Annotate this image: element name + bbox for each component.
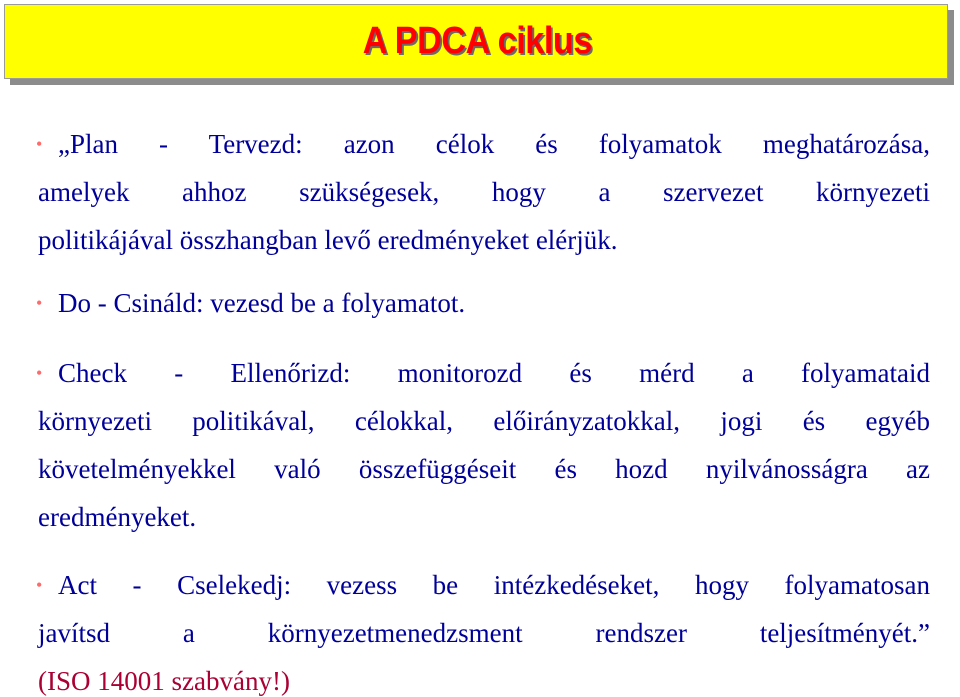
title-banner bbox=[4, 4, 948, 79]
bullet-icon: • bbox=[36, 134, 43, 154]
act-line-2: javítsd a környezetmenedzsment rendszer teljesítményét.” bbox=[38, 618, 930, 648]
bullet-check bbox=[38, 349, 930, 541]
do-line-1: • Do - Csináld: vezesd be a folyamatot. bbox=[38, 279, 930, 327]
bullet-plan bbox=[38, 120, 930, 264]
plan-line-1: • „Plan - Tervezd: azon célok és folyamatok meghatározása, bbox=[38, 120, 930, 168]
plan-line-3: politikájával összhangban levő eredményeket elérjük. bbox=[38, 225, 618, 255]
slide-content bbox=[38, 120, 930, 697]
check-line-3: követelményekkel való összefüggéseit és hozd nyilvánosságra az bbox=[38, 454, 930, 484]
check-line-4: eredményeket. bbox=[38, 502, 197, 532]
iso-note: (ISO 14001 szabvány!) bbox=[38, 666, 290, 696]
bullet-icon: • bbox=[36, 293, 43, 313]
slide-title: A PDCA ciklus bbox=[362, 20, 592, 62]
bullet-act bbox=[38, 561, 930, 697]
bullet-icon: • bbox=[36, 575, 43, 595]
bullet-do bbox=[38, 279, 930, 327]
check-line-2: környezeti politikával, célokkal, előirányzatokkal, jogi és egyéb bbox=[38, 406, 930, 436]
act-line-1: • Act - Cselekedj: vezess be intézkedéseket, hogy folyamatosan bbox=[38, 561, 930, 609]
bullet-icon: • bbox=[36, 363, 43, 383]
plan-line-2: amelyek ahhoz szükségesek, hogy a szervezet környezeti bbox=[38, 177, 930, 207]
check-line-1: • Check - Ellenőrizd: monitorozd és mérd a folyamataid bbox=[38, 349, 930, 397]
